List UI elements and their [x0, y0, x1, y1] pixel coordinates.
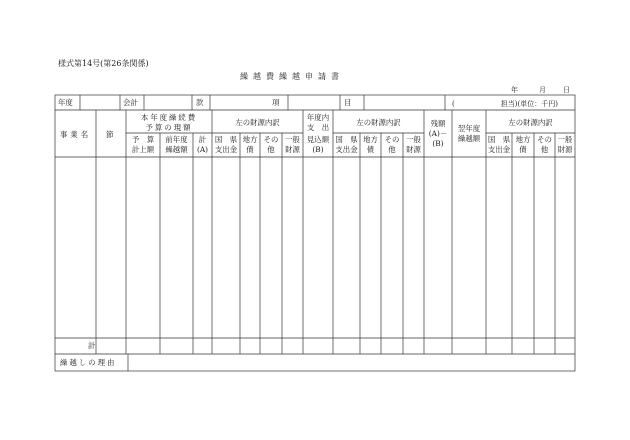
total-a-header-line1: 計	[198, 135, 207, 144]
balance-line1: 残額	[430, 119, 446, 128]
kuni-ken-3-line2: 支出金	[487, 145, 511, 154]
unit-label: (単位：千円)	[517, 100, 558, 108]
chiho-3-line1: 地方	[515, 135, 531, 144]
ippan-2-line1: 一般	[406, 135, 421, 144]
kuni-ken-1-line2: 支出金	[214, 145, 238, 154]
chiho-2-line1: 地方	[363, 135, 378, 144]
funding-breakdown-3-header: 左の財源内訳	[508, 118, 553, 127]
yosan-header-line1: 予 算	[131, 135, 155, 144]
expected-b-line2: 支 出	[306, 123, 330, 132]
next-year-line1: 翌年度	[457, 124, 481, 133]
ippan-3-line2: 財源	[557, 145, 573, 154]
kuni-ken-3-line1: 国 県	[487, 135, 511, 144]
budget-group-line2: 予算の現額	[145, 123, 193, 132]
date-day-label: 日	[563, 86, 570, 94]
ippan-1-line2: 財源	[285, 145, 300, 154]
funding-breakdown-2-header: 左の財源内訳	[356, 118, 401, 127]
ippan-3-line1: 一般	[557, 135, 573, 144]
expected-b-line4: (B)	[312, 145, 324, 154]
unit-paren-open: (	[452, 100, 455, 108]
fiscal-year-label: 年度	[58, 98, 73, 107]
carryover-reason-label: 繰越しの理由	[60, 358, 117, 367]
balance-line2: (A)－	[428, 129, 448, 138]
chiho-1-line1: 地方	[242, 135, 258, 144]
ippan-1-line1: 一般	[285, 135, 300, 144]
sonota-3-line2: 他	[540, 145, 549, 154]
total-row-label: 計	[88, 341, 96, 350]
prev-year-header-line2: 繰越額	[165, 145, 188, 154]
sonota-1-line1: その	[263, 135, 279, 144]
kuni-ken-1-line1: 国 県	[214, 135, 238, 144]
chiho-2-line2: 債	[366, 145, 375, 154]
moku-label: 目	[344, 98, 352, 107]
kan-label: 款	[196, 98, 204, 107]
document-title: 繰越費繰越申請書	[240, 72, 344, 81]
kuni-ken-2-line1: 国 県	[335, 135, 358, 144]
sonota-2-line1: その	[384, 135, 400, 144]
chiho-1-line2: 債	[246, 145, 254, 154]
sonota-3-line1: その	[537, 135, 552, 144]
person-in-charge-label: 担当)	[500, 100, 518, 108]
kou-label: 項	[272, 98, 280, 107]
date-year-label: 年	[511, 86, 518, 94]
funding-breakdown-1-header: 左の財源内訳	[235, 118, 280, 127]
chiho-3-line2: 債	[519, 145, 527, 154]
balance-line3: (B)	[432, 139, 444, 148]
ippan-2-line2: 財源	[406, 145, 421, 154]
project-name-header: 事業名	[60, 130, 92, 139]
sonota-1-line2: 他	[267, 145, 275, 154]
setsu-header: 節	[106, 130, 114, 139]
expected-b-line3: 見込額	[306, 135, 330, 144]
total-a-header-line2: (A)	[196, 145, 209, 154]
prev-year-header-line1: 前年度	[165, 135, 188, 144]
sonota-2-line2: 他	[388, 145, 396, 154]
expected-b-line1: 年度内	[306, 113, 330, 122]
form-id: 様式第14号(第26条関係)	[58, 59, 149, 68]
budget-group-line1: 本年度繰続費	[140, 113, 198, 122]
next-year-line2: 繰越額	[457, 134, 481, 143]
kuni-ken-2-line2: 支出金	[335, 145, 358, 154]
account-label: 会計	[123, 98, 138, 107]
yosan-header-line2: 計上額	[131, 145, 155, 154]
date-month-label: 月	[539, 86, 546, 94]
